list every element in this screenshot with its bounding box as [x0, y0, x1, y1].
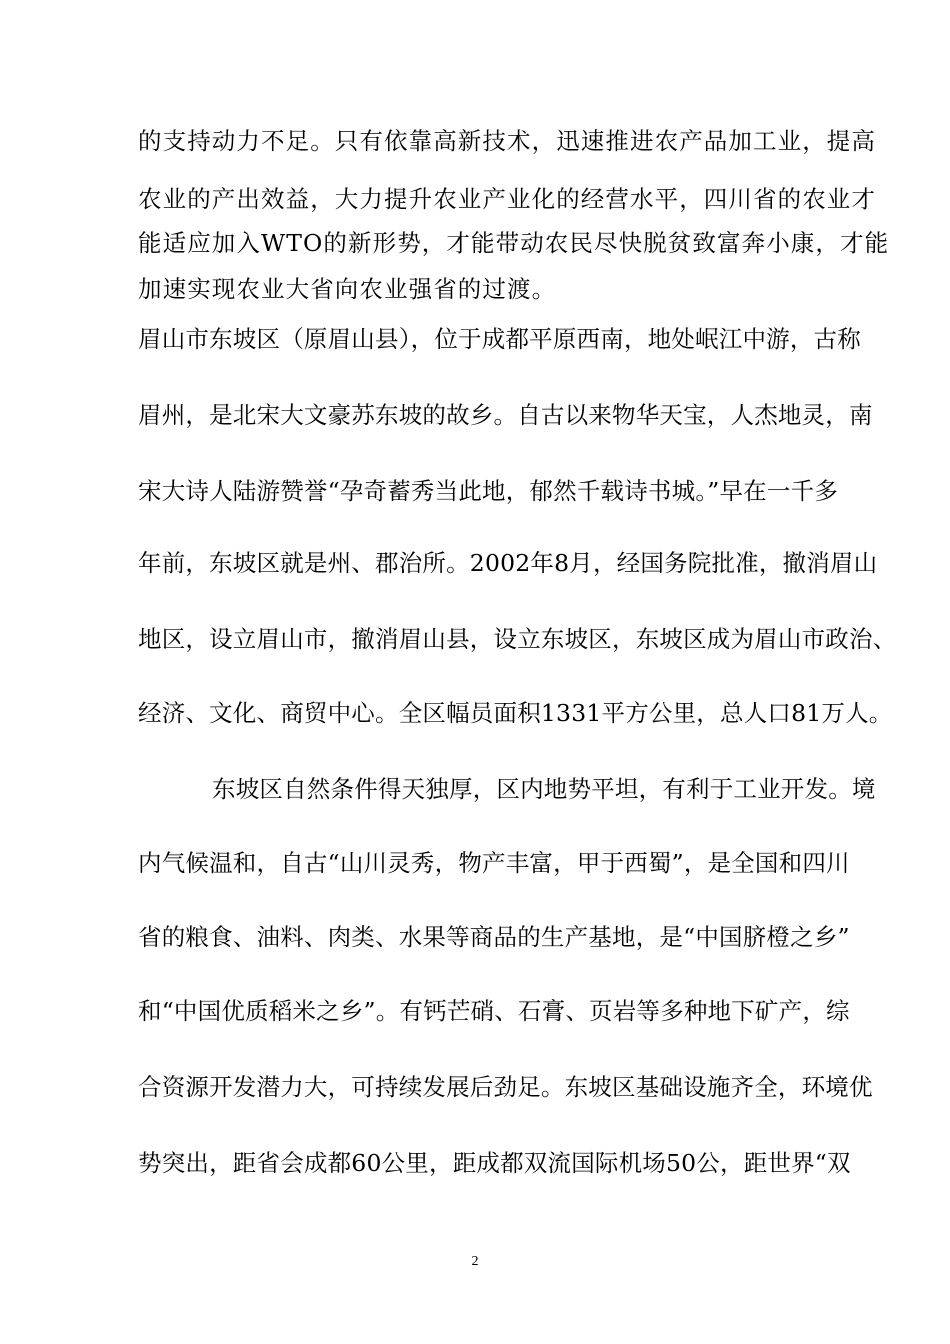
text-line: 东坡区自然条件得天独厚，区内地势平坦，有利于工业开发。境	[212, 775, 876, 803]
text-line: 省的粮食、油料、肉类、水果等商品的生产基地，是“中国脐橙之乡”	[138, 923, 850, 951]
text-line: 合资源开发潜力大，可持续发展后劲足。东坡区基础设施齐全，环境优	[138, 1073, 873, 1101]
text-line: 的支持动力不足。只有依靠高新技术，迅速推进农产品加工业，提高	[138, 127, 876, 155]
text-line: 农业的产出效益，大力提升农业产业化的经营水平，四川省的农业才	[138, 185, 876, 213]
text-line: 经济、文化、商贸中心。全区幅员面积1331平方公里，总人口81万人。	[138, 699, 893, 727]
text-line: 势突出，距省会成都60公里，距成都双流国际机场50公，距世界“双	[138, 1149, 851, 1177]
text-line: 和“中国优质稻米之乡”。有钙芒硝、石膏、页岩等多种地下矿产，综	[138, 997, 850, 1025]
text-line: 内气候温和，自古“山川灵秀，物产丰富，甲于西蜀”，是全国和四川	[138, 849, 850, 877]
text-line: 年前，东坡区就是州、郡治所。2002年8月，经国务院批准，撤消眉山	[138, 549, 878, 577]
text-line: 眉州，是北宋大文豪苏东坡的故乡。自古以来物华天宝，人杰地灵，南	[138, 401, 873, 429]
text-line: 宋大诗人陆游赞誉“孕奇蓄秀当此地，郁然千载诗书城。”早在一千多	[138, 477, 838, 505]
text-line: 加速实现农业大省向农业强省的过渡。	[138, 275, 557, 303]
text-line: 能适应加入WTO的新形势，才能带动农民尽快脱贫致富奔小康，才能	[138, 229, 890, 257]
text-line: 地区，设立眉山市，撤消眉山县，设立东坡区，东坡区成为眉山市政治、	[138, 625, 897, 653]
page-number: 2	[471, 1254, 479, 1269]
text-line: 眉山市东坡区（原眉山县），位于成都平原西南，地处岷江中游，古称	[138, 325, 861, 353]
